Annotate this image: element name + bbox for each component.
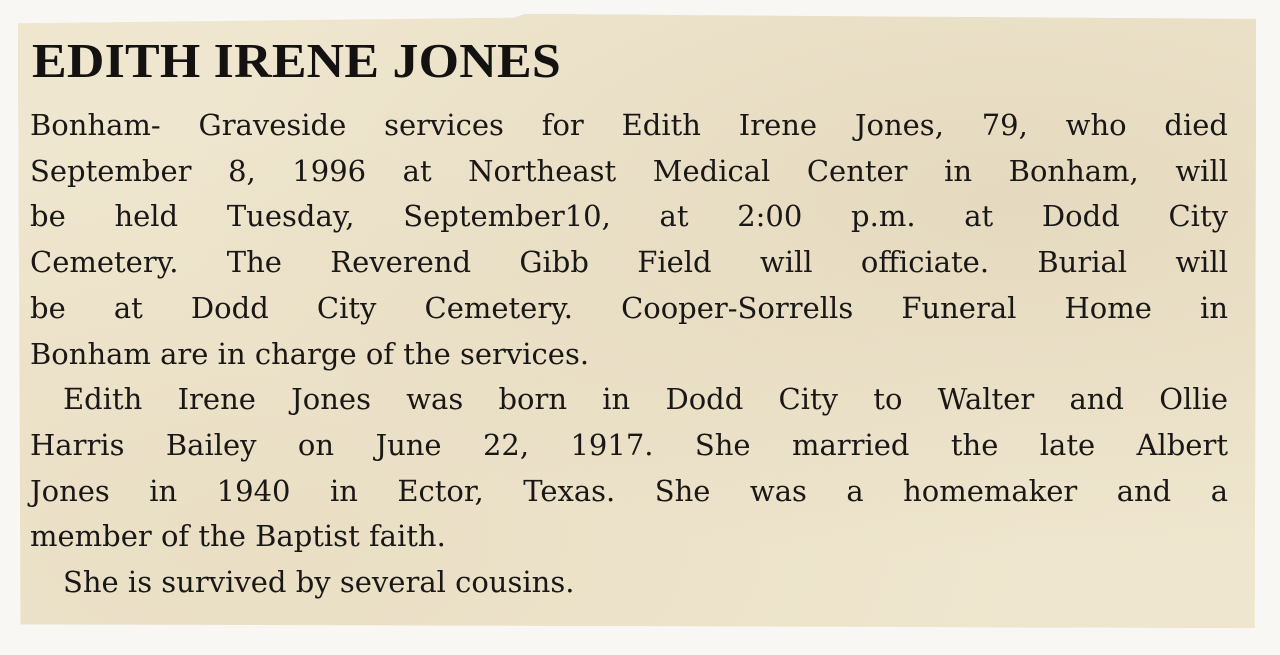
text-line: Bonham- Graveside services for Edith Irene Jones, 79, who died [30,108,1228,142]
text-line: be held Tuesday, September10, at 2:00 p.m. at Dodd City [30,199,1228,234]
obituary-body [30,103,1228,606]
text-line: September 8, 1996 at Northeast Medical Center in Bonham, will [30,153,1228,188]
text-line: Jones in 1940 in Ector, Texas. She was a homemaker and a [30,473,1228,508]
text-line: be at Dodd City Cemetery. Cooper-Sorrells Funeral Home in [30,290,1228,325]
paragraph-biography [30,377,1228,560]
text-line: Harris Bailey on June 22, 1917. She married the late Albert [30,427,1228,462]
paragraph-survivors [30,560,1228,606]
text-line: member of the Baptist faith. [30,519,446,554]
paragraph-services [30,103,1228,377]
text-line: Edith Irene Jones was born in Dodd City to Walter and Ollie [63,382,1228,417]
text-line: Cemetery. The Reverend Gibb Field will officiate. Burial will [30,245,1228,280]
text-line: Bonham are in charge of the services. [30,336,590,371]
text-line: She is survived by several cousins. [63,565,575,600]
obituary-headline: EDITH IRENE JONES [32,33,561,88]
